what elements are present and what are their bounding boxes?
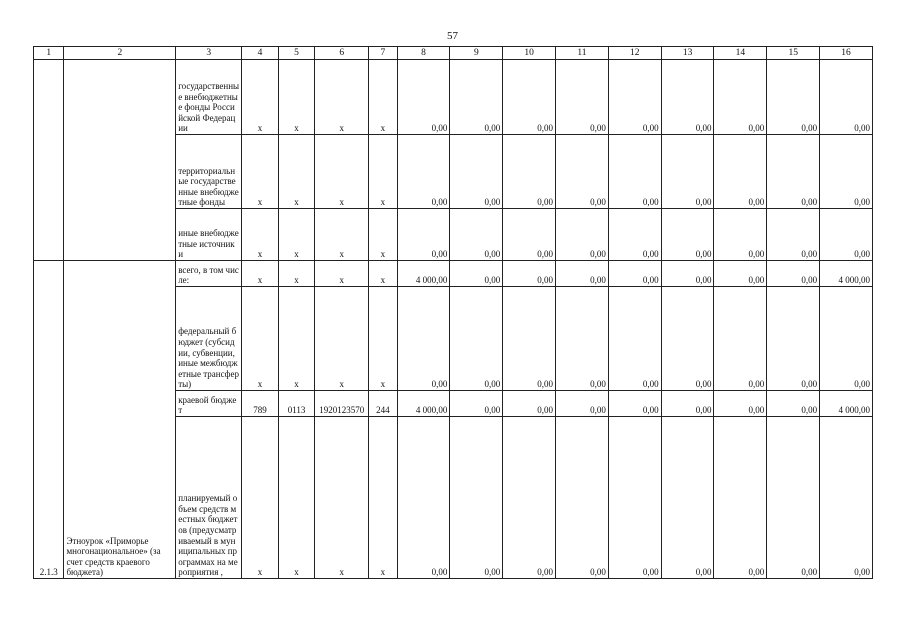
amount-cell: 0,00 bbox=[714, 209, 767, 261]
amount-cell: 0,00 bbox=[767, 209, 820, 261]
funding-source-label: федеральный бюджет (субсидии, субвенции, иные межбюджетные трансферты) bbox=[176, 287, 242, 391]
amount-cell: 0,00 bbox=[450, 135, 503, 209]
amount-cell: 0,00 bbox=[714, 417, 767, 579]
amount-cell: 0,00 bbox=[556, 417, 609, 579]
column-header: 6 bbox=[315, 47, 369, 60]
code-cell: x bbox=[242, 417, 279, 579]
amount-cell: 0,00 bbox=[820, 287, 873, 391]
amount-cell: 0,00 bbox=[820, 60, 873, 135]
amount-cell: 0,00 bbox=[608, 60, 661, 135]
amount-cell: 0,00 bbox=[767, 391, 820, 417]
amount-cell: 0,00 bbox=[608, 135, 661, 209]
amount-cell: 0,00 bbox=[397, 60, 450, 135]
amount-cell: 0,00 bbox=[820, 417, 873, 579]
funding-source-label: иные внебюджетные источники bbox=[176, 209, 242, 261]
column-header: 9 bbox=[450, 47, 503, 60]
amount-cell: 0,00 bbox=[397, 135, 450, 209]
amount-cell: 4 000,00 bbox=[820, 391, 873, 417]
code-cell: x bbox=[369, 209, 397, 261]
funding-source-label: краевой бюджет bbox=[176, 391, 242, 417]
code-cell: x bbox=[278, 60, 315, 135]
amount-cell: 0,00 bbox=[556, 135, 609, 209]
column-header: 1 bbox=[34, 47, 64, 60]
code-cell: x bbox=[278, 417, 315, 579]
code-cell: x bbox=[315, 417, 369, 579]
code-cell: x bbox=[315, 135, 369, 209]
amount-cell: 0,00 bbox=[820, 209, 873, 261]
code-cell: x bbox=[242, 135, 279, 209]
amount-cell: 0,00 bbox=[556, 60, 609, 135]
amount-cell: 0,00 bbox=[767, 261, 820, 287]
code-cell: x bbox=[369, 287, 397, 391]
funding-source-label: планируемый объем средств местных бюджетов (предусматриваемый в муниципальных программах на мероприятия , bbox=[176, 417, 242, 579]
column-header: 14 bbox=[714, 47, 767, 60]
amount-cell: 0,00 bbox=[820, 135, 873, 209]
amount-cell: 0,00 bbox=[661, 209, 714, 261]
code-cell: 1920123570 bbox=[315, 391, 369, 417]
amount-cell: 0,00 bbox=[714, 60, 767, 135]
code-cell: x bbox=[242, 261, 279, 287]
amount-cell: 0,00 bbox=[503, 60, 556, 135]
amount-cell: 0,00 bbox=[397, 287, 450, 391]
amount-cell: 0,00 bbox=[608, 417, 661, 579]
empty-cell bbox=[64, 60, 176, 261]
code-cell: 0113 bbox=[278, 391, 315, 417]
column-header: 4 bbox=[242, 47, 279, 60]
amount-cell: 0,00 bbox=[661, 261, 714, 287]
amount-cell: 0,00 bbox=[450, 261, 503, 287]
amount-cell: 0,00 bbox=[503, 135, 556, 209]
code-cell: x bbox=[315, 287, 369, 391]
code-cell: x bbox=[278, 135, 315, 209]
column-header: 10 bbox=[503, 47, 556, 60]
amount-cell: 0,00 bbox=[503, 417, 556, 579]
code-cell: x bbox=[278, 261, 315, 287]
amount-cell: 0,00 bbox=[503, 209, 556, 261]
code-cell: x bbox=[278, 287, 315, 391]
amount-cell: 0,00 bbox=[661, 391, 714, 417]
column-header: 15 bbox=[767, 47, 820, 60]
amount-cell: 0,00 bbox=[450, 209, 503, 261]
column-header: 12 bbox=[608, 47, 661, 60]
funding-source-label: территориальные государственные внебюджетные фонды bbox=[176, 135, 242, 209]
amount-cell: 4 000,00 bbox=[820, 261, 873, 287]
code-cell: x bbox=[315, 60, 369, 135]
amount-cell: 0,00 bbox=[556, 391, 609, 417]
page-number: 57 bbox=[447, 30, 458, 42]
column-header: 3 bbox=[176, 47, 242, 60]
amount-cell: 0,00 bbox=[714, 391, 767, 417]
code-cell: x bbox=[369, 60, 397, 135]
amount-cell: 0,00 bbox=[556, 287, 609, 391]
amount-cell: 4 000,00 bbox=[397, 391, 450, 417]
amount-cell: 0,00 bbox=[714, 287, 767, 391]
column-header: 2 bbox=[64, 47, 176, 60]
amount-cell: 0,00 bbox=[767, 287, 820, 391]
item-code: 2.1.3 bbox=[34, 261, 64, 579]
column-header: 16 bbox=[820, 47, 873, 60]
column-header: 8 bbox=[397, 47, 450, 60]
amount-cell: 0,00 bbox=[503, 391, 556, 417]
code-cell: 789 bbox=[242, 391, 279, 417]
amount-cell: 4 000,00 bbox=[397, 261, 450, 287]
code-cell: x bbox=[315, 261, 369, 287]
amount-cell: 0,00 bbox=[714, 261, 767, 287]
amount-cell: 0,00 bbox=[661, 60, 714, 135]
budget-table bbox=[33, 46, 873, 579]
code-cell: x bbox=[278, 209, 315, 261]
amount-cell: 0,00 bbox=[608, 287, 661, 391]
amount-cell: 0,00 bbox=[503, 287, 556, 391]
code-cell: 244 bbox=[369, 391, 397, 417]
amount-cell: 0,00 bbox=[556, 261, 609, 287]
code-cell: x bbox=[242, 287, 279, 391]
column-header: 13 bbox=[661, 47, 714, 60]
amount-cell: 0,00 bbox=[450, 417, 503, 579]
amount-cell: 0,00 bbox=[397, 209, 450, 261]
amount-cell: 0,00 bbox=[608, 261, 661, 287]
amount-cell: 0,00 bbox=[397, 417, 450, 579]
column-header: 11 bbox=[556, 47, 609, 60]
amount-cell: 0,00 bbox=[450, 287, 503, 391]
amount-cell: 0,00 bbox=[503, 261, 556, 287]
code-cell: x bbox=[369, 261, 397, 287]
empty-cell bbox=[34, 60, 64, 261]
code-cell: x bbox=[315, 209, 369, 261]
amount-cell: 0,00 bbox=[661, 135, 714, 209]
funding-source-label: государственные внебюджетные фонды Российской Федерации bbox=[176, 60, 242, 135]
code-cell: x bbox=[242, 60, 279, 135]
funding-source-label: всего, в том числе: bbox=[176, 261, 242, 287]
column-header: 7 bbox=[369, 47, 397, 60]
item-name: Этноурок «Приморье многонациональное» (за счет средств краевого бюджета) bbox=[64, 261, 176, 579]
amount-cell: 0,00 bbox=[556, 209, 609, 261]
code-cell: x bbox=[369, 135, 397, 209]
amount-cell: 0,00 bbox=[450, 60, 503, 135]
table-row bbox=[34, 261, 873, 287]
table-row bbox=[34, 60, 873, 135]
amount-cell: 0,00 bbox=[661, 287, 714, 391]
amount-cell: 0,00 bbox=[450, 391, 503, 417]
header-row bbox=[34, 47, 873, 60]
amount-cell: 0,00 bbox=[608, 209, 661, 261]
amount-cell: 0,00 bbox=[767, 417, 820, 579]
amount-cell: 0,00 bbox=[767, 135, 820, 209]
amount-cell: 0,00 bbox=[767, 60, 820, 135]
amount-cell: 0,00 bbox=[661, 417, 714, 579]
code-cell: x bbox=[369, 417, 397, 579]
code-cell: x bbox=[242, 209, 279, 261]
column-header: 5 bbox=[278, 47, 315, 60]
amount-cell: 0,00 bbox=[714, 135, 767, 209]
amount-cell: 0,00 bbox=[608, 391, 661, 417]
